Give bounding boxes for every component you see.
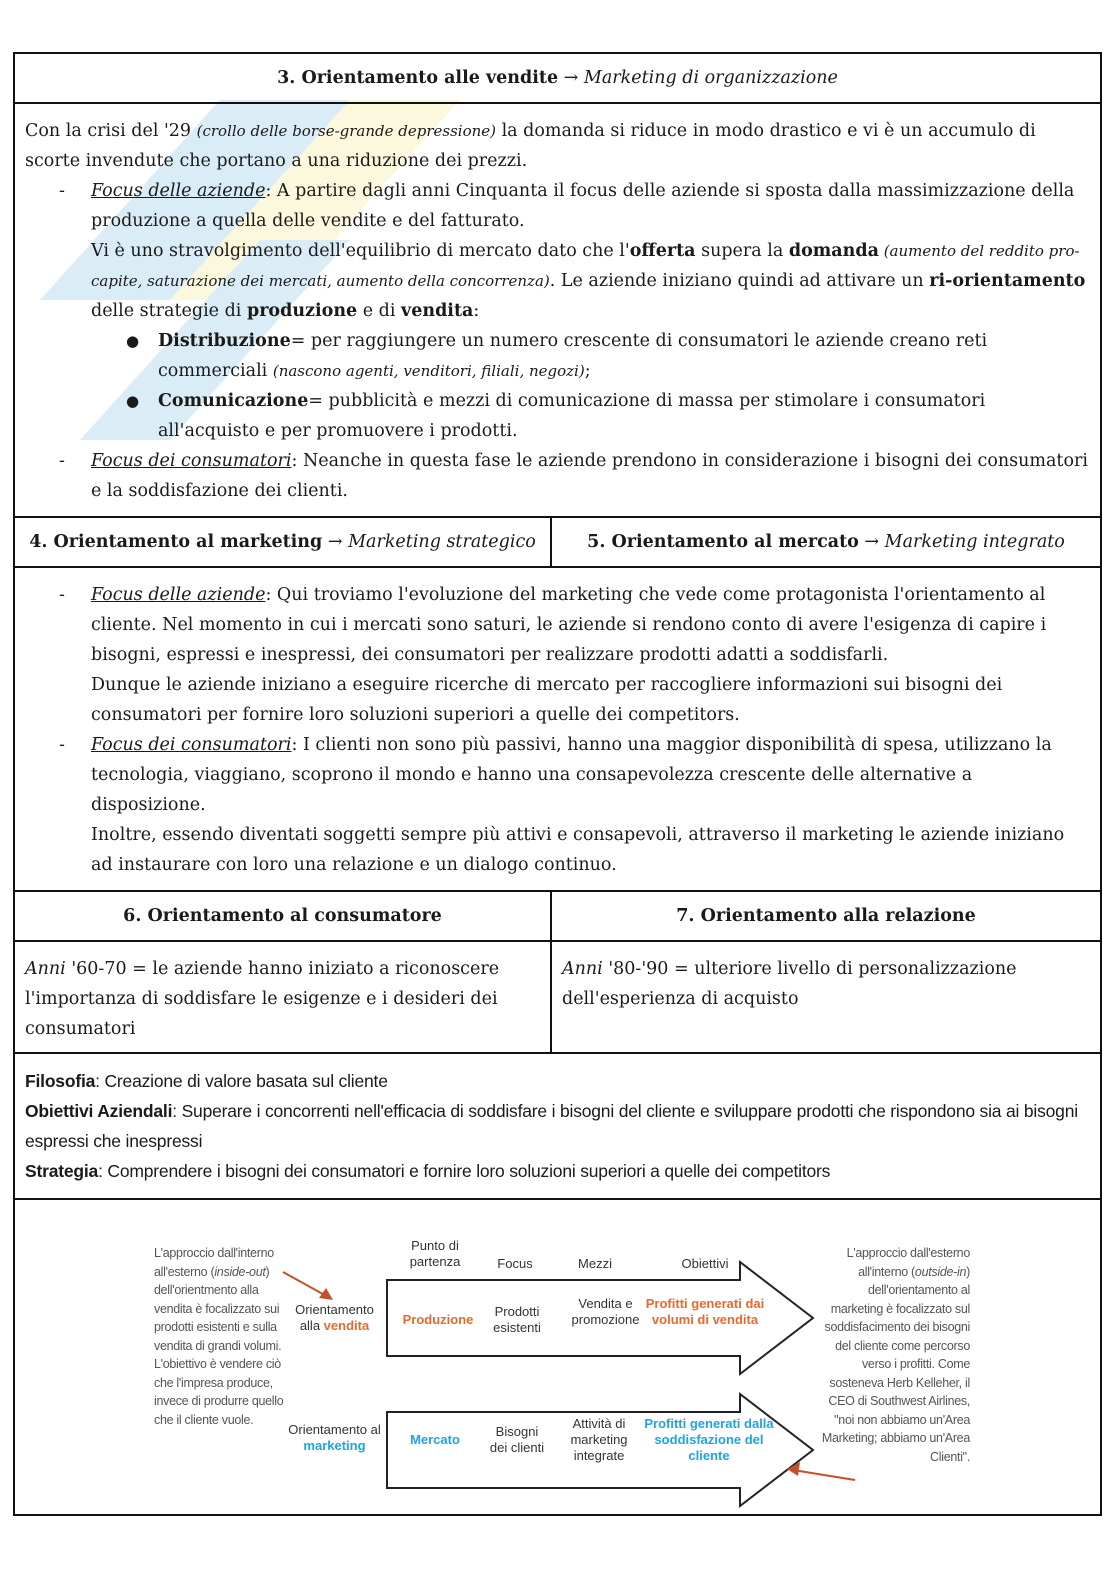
section67-body-row (15, 942, 1100, 1054)
list-item-focus-aziende: - Focus delle aziende: Qui troviamo l'evoluzione del marketing che vede come protagonista l'orientamento al cliente. Nel momento in cui i mercati sono saturi, le aziende si rendono conto di avere l'esigenza di capire i bisogni, espressi e inespressi, dei consumatori per realizzare prodotti adatti a soddisfarli. (25, 580, 1090, 670)
list-item-focus-consumatori: - Focus dei consumatori: I clienti non sono più passivi, hanno una maggior disponibilità di spesa, utilizzano la tecnologia, viaggiano, scoprono il mondo e hanno una consapevolezza crescente delle alternative a disposizione. (25, 730, 1090, 820)
equilibrium-paragraph: Vi è uno stravolgimento dell'equilibrio di mercato dato che l'offerta supera la domanda (aumento del reddito pro-capite, saturazione dei mercati, aumento della concorrenza). Le aziende iniziano quindi ad attivare un ri-orientamento delle strategie di produzione e di vendita: (91, 241, 1086, 321)
arrow-icon: → (327, 532, 343, 552)
section3-title (15, 54, 1100, 102)
list-item-focus-consumatori: - Focus dei consumatori: Neanche in questa fase le aziende prendono in considerazione i bisogni dei consumatori e la soddisfazione dei clienti. (25, 446, 1090, 506)
focus-aziende-label: Focus delle aziende (91, 181, 266, 201)
section6-title: 6. Orientamento al consumatore (15, 892, 552, 940)
summary-block (15, 1054, 1100, 1198)
col-header-mezzi: Mezzi (578, 1256, 612, 1271)
list-item-distribuzione: ● Distribuzione= per raggiungere un numero crescente di consumatori le aziende creano reti commerciali (nascono agenti, venditori, filiali, negozi); (25, 326, 1090, 386)
cell-prodotti-esistenti: Prodotti esistenti (493, 1304, 541, 1335)
strategia-line: Strategia: Comprendere i bisogni dei consumatori e fornire loro soluzioni superiori a quelle dei competitors (25, 1161, 831, 1181)
section3-title-italic: Marketing di organizzazione (583, 68, 838, 88)
section4-title: 4. Orientamento al marketing → Marketing strategico (15, 518, 552, 566)
outside-in-caption: L'approccio dall'esterno all'interno (outside-in) dell'orientamento al marketing è focalizzato sul soddisfacimento dei bisogni del cliente come percorso verso i profitti. Come sosteneva Herb Kelleher, il CEO di Southwest Airlines, "noi non abbiamo un'Area Marketing; abbiamo un'Area Clienti". (821, 1246, 970, 1464)
dash-bullet-icon: - (59, 181, 65, 201)
bullet-dot-icon: ● (126, 392, 140, 410)
cell-bisogni-clienti: Bisogni dei clienti (489, 1424, 545, 1455)
filosofia-line: Filosofia: Creazione di valore basata sul cliente (25, 1071, 388, 1091)
cell-produzione: Produzione (402, 1312, 474, 1327)
section7-title: 7. Orientamento alla relazione (676, 906, 976, 926)
col-header-obiettivi: Obiettivi (681, 1256, 729, 1271)
col-header-focus: Focus (497, 1256, 533, 1271)
section45-header-row (15, 518, 1100, 568)
section67-header-row (15, 892, 1100, 942)
focus-consumatori-label: Focus dei consumatori (91, 451, 292, 471)
cell-attivita-marketing: Attività di marketing integrate (570, 1416, 628, 1463)
section7-text: Anni '80-'90 = ulteriore livello di personalizzazione dell'esperienza di acquisto (562, 959, 1017, 1009)
cell-profitti-soddisfazione: Profitti generati dalla soddisfazione del cliente (644, 1416, 774, 1463)
figure-row (15, 1200, 1100, 1514)
intro-paragraph: Con la crisi del '29 (crollo delle borse-grande depressione) la domanda si riduce in modo drastico e vi è un accumulo di scorte invendute che portano a una riduzione dei prezzi. (25, 121, 1036, 171)
inside-out-caption: L'approccio dall'interno all'esterno (inside-out) dell'orientmento alla vendita è focalizzato sui prodotti esistenti e sulla vendita di grandi volumi. L'obiettivo è vendere ciò che l'impresa produce, invece di produrre quello che il cliente vuole. (154, 1246, 284, 1427)
pointer-arrow-right (793, 1470, 855, 1480)
section3-title-bold: 3. Orientamento alle vendite (277, 68, 559, 88)
section3-body-row (15, 104, 1100, 518)
section45-body-row (15, 568, 1100, 892)
inoltre-paragraph: Inoltre, essendo diventati soggetti sempre più attivi e consapevoli, attraverso il marketing le aziende iniziano ad instaurare con loro una relazione e un dialogo continuo. (91, 825, 1065, 875)
dash-bullet-icon: - (59, 451, 65, 471)
list-item-comunicazione: ● Comunicazione= pubblicità e mezzi di comunicazione di massa per stimolare i consumatori all'acquisto e per promuovere i prodotti. (25, 386, 1090, 446)
obiettivi-line: Obiettivi Aziendali: Superare i concorrenti nell'efficacia di soddisfare i bisogni del cliente e sviluppare prodotti che rispondono sia ai bisogni espressi che inespressi (25, 1101, 1078, 1151)
section45-body (15, 568, 1100, 890)
section6-text: Anni '60-70 = le aziende hanno iniziato a riconoscere l'importanza di soddisfare le esigenze e i desideri dei consumatori (15, 942, 552, 1052)
bullet-dot-icon: ● (126, 332, 140, 350)
cell-profitti-vendita: Profitti generati dai volumi di vendita (645, 1296, 765, 1327)
row-label-vendita: Orientamento alla vendita (295, 1302, 374, 1333)
summary-row (15, 1054, 1100, 1200)
document-table (13, 52, 1102, 1516)
dash-bullet-icon: - (59, 735, 65, 755)
cell-mercato: Mercato (410, 1432, 460, 1447)
orientation-diagram (15, 1200, 1100, 1514)
section5-title: 5. Orientamento al mercato → Marketing integrato (587, 532, 1065, 552)
arrow-icon: → (563, 68, 579, 88)
section3-header-row (15, 54, 1100, 104)
section3-body (15, 104, 1100, 516)
row-label-marketing: Orientamento al marketing (288, 1422, 381, 1453)
cell-vendita-promozione: Vendita e promozione (571, 1296, 640, 1327)
dash-bullet-icon: - (59, 585, 65, 605)
col-header-punto-partenza: Punto di partenza (409, 1238, 461, 1269)
list-item-focus-aziende: - Focus delle aziende: A partire dagli anni Cinquanta il focus delle aziende si sposta dalla massimizzazione della produzione a quella delle vendite e del fatturato. (25, 176, 1090, 236)
arrow-icon: → (864, 532, 880, 552)
dunque-paragraph: Dunque le aziende iniziano a eseguire ricerche di mercato per raccogliere informazioni sui bisogni dei consumatori per fornire loro soluzioni superiori a quelle dei competitors. (91, 675, 1003, 725)
